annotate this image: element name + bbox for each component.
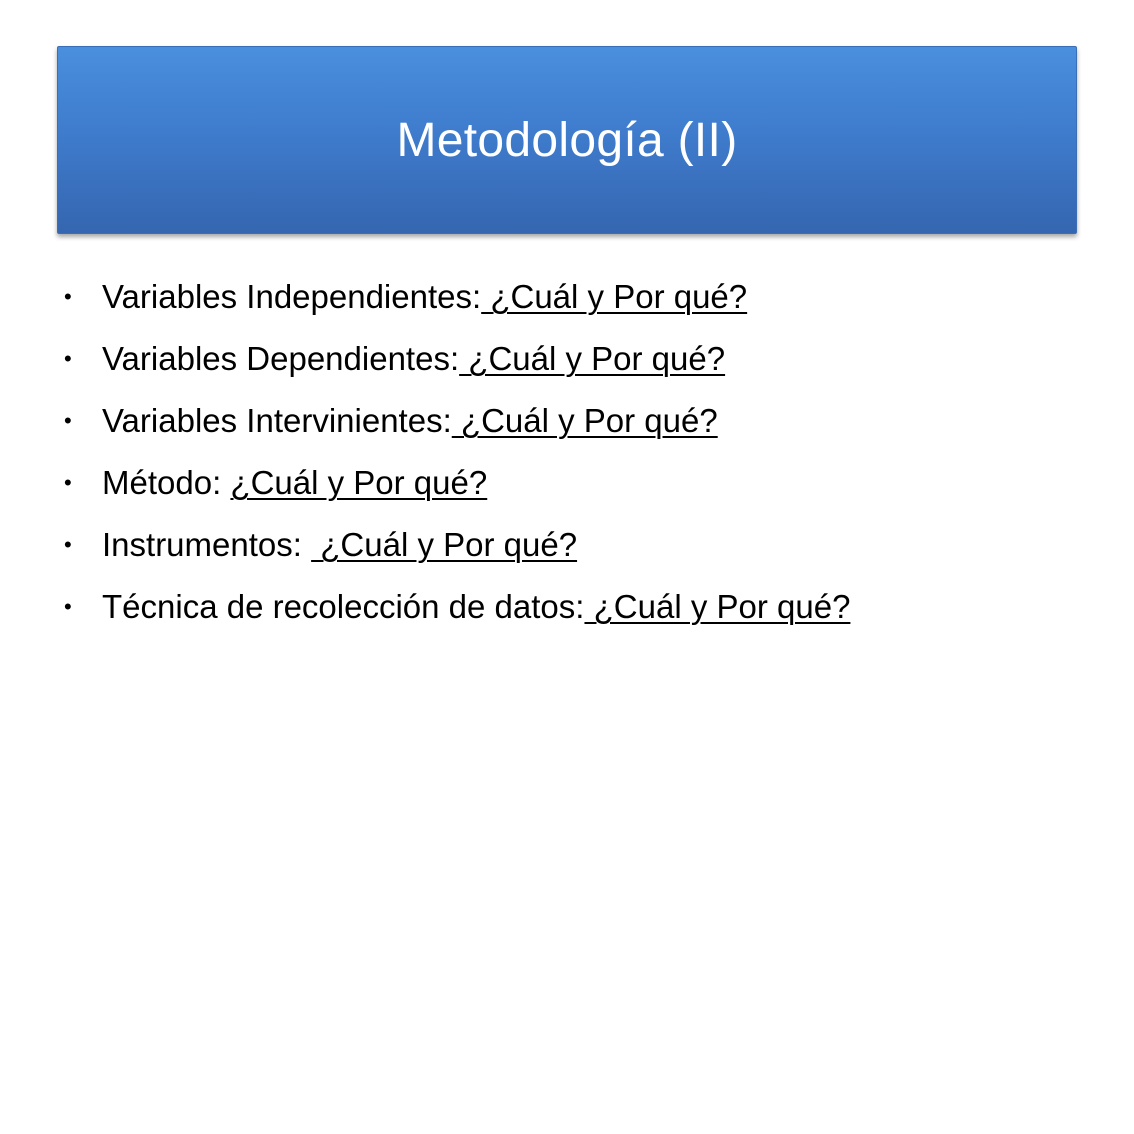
bullet-answer: ¿Cuál y Por qué? [230, 464, 488, 501]
bullet-label: Método: [102, 464, 231, 501]
bullet-icon: • [64, 594, 72, 619]
bullet-icon: • [64, 470, 72, 495]
bullet-answer: ¿Cuál y Por qué? [481, 278, 748, 315]
list-item [64, 272, 1064, 334]
bullet-icon: • [64, 284, 72, 309]
bullet-answer: ¿Cuál y Por qué? [459, 340, 726, 377]
bullet-text [102, 334, 725, 384]
bullet-icon: • [64, 346, 72, 371]
bullet-icon: • [64, 532, 72, 557]
bullet-answer: ¿Cuál y Por qué? [451, 402, 718, 439]
bullet-label: Instrumentos: [102, 526, 312, 563]
title-banner [57, 46, 1077, 234]
bullet-label: Variables Independientes: [102, 278, 482, 315]
bullet-text [102, 396, 718, 446]
bullet-icon: • [64, 408, 72, 433]
list-item [64, 582, 1064, 644]
page-title: Metodología (II) [396, 113, 738, 167]
bullet-list [64, 272, 1064, 644]
bullet-answer: ¿Cuál y Por qué? [311, 526, 578, 563]
bullet-label: Variables Dependientes: [102, 340, 460, 377]
bullet-text [102, 272, 747, 322]
bullet-text [102, 582, 850, 632]
bullet-answer: ¿Cuál y Por qué? [584, 588, 851, 625]
bullet-label: Variables Intervinientes: [102, 402, 452, 439]
bullet-text [102, 520, 577, 570]
list-item [64, 334, 1064, 396]
list-item [64, 520, 1064, 582]
bullet-label: Técnica de recolección de datos: [102, 588, 585, 625]
bullet-text [102, 458, 487, 508]
list-item [64, 396, 1064, 458]
list-item [64, 458, 1064, 520]
